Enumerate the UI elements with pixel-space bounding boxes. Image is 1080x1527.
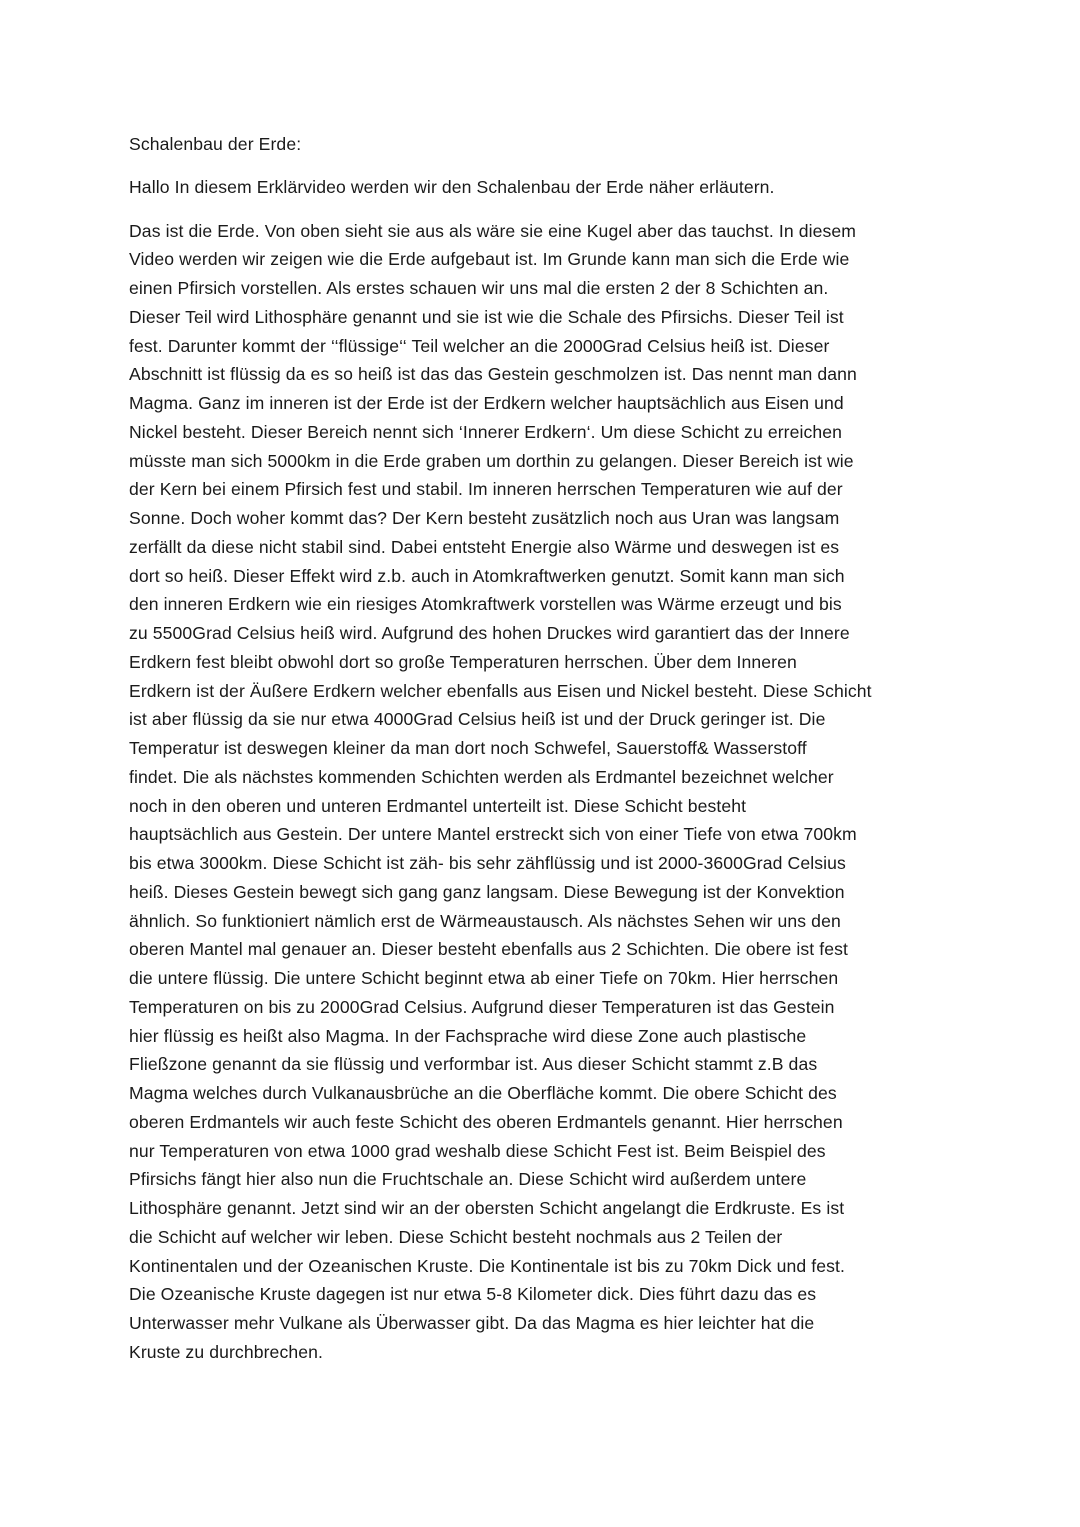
body-line: hauptsächlich aus Gestein. Der untere Mantel erstreckt sich von einer Tiefe von etwa 700km — [129, 824, 857, 845]
body-line: die untere flüssig. Die untere Schicht beginnt etwa ab einer Tiefe on 70km. Hier herrschen — [129, 968, 839, 988]
body-line: Fließzone genannt da sie flüssig und verformbar ist. Aus dieser Schicht stammt z.B das — [129, 1054, 818, 1075]
body-line: Magma welches durch Vulkanausbrüche an die Oberfläche kommt. Die obere Schicht des — [129, 1083, 837, 1103]
body-line: noch in den oberen und unteren Erdmantel unterteilt ist. Diese Schicht besteht — [129, 795, 747, 816]
body-line: Das ist die Erde. Von oben sieht sie aus als wäre sie eine Kugel aber das tauchst. In diesem — [129, 220, 857, 241]
body-line: den inneren Erdkern wie ein riesiges Atomkraftwerk vorstellen was Wärme erzeugt und bis — [129, 594, 842, 615]
body-line: zerfällt da diese nicht stabil sind. Dabei entsteht Energie also Wärme und deswegen ist es — [129, 536, 840, 557]
body-line: Erdkern ist der Äußere Erdkern welcher ebenfalls aus Eisen und Nickel besteht. Diese Schicht — [129, 680, 872, 701]
body-line: Dieser Teil wird Lithosphäre genannt und sie ist wie die Schale des Pfirsichs. Dieser Teil ist — [129, 306, 844, 327]
body-line: Pfirsichs fängt hier also nun die Fruchtschale an. Diese Schicht wird außerdem untere — [129, 1169, 807, 1190]
body-line: Kruste zu durchbrechen. — [129, 1341, 323, 1362]
body-line: heiß. Dieses Gestein bewegt sich gang ganz langsam. Diese Bewegung ist der Konvektion — [129, 881, 845, 902]
body-line: Kontinentalen und der Ozeanischen Kruste. Die Kontinentale ist bis zu 70km Dick und fest. — [129, 1255, 845, 1276]
body-line: müsste man sich 5000km in die Erde graben um dorthin zu gelangen. Dieser Bereich ist wie — [129, 450, 854, 471]
body-line: Sonne. Doch woher kommt das? Der Kern besteht zusätzlich noch aus Uran was langsam — [129, 508, 840, 528]
body-line: Magma. Ganz im inneren ist der Erde ist der Erdkern welcher hauptsächlich aus Eisen und — [129, 393, 844, 413]
body-line: der Kern bei einem Pfirsich fest und stabil. Im inneren herrschen Temperaturen wie auf der — [129, 479, 843, 500]
body-line: oberen Mantel mal genauer an. Dieser besteht ebenfalls aus 2 Schichten. Die obere ist fest — [129, 939, 849, 960]
body-line: bis etwa 3000km. Diese Schicht ist zäh- bis sehr zähflüssig und ist 2000-3600Grad Celsius — [129, 853, 846, 873]
body-line: findet. Die als nächstes kommenden Schichten werden als Erdmantel bezeichnet welcher — [129, 766, 834, 787]
body-line: nur Temperaturen von etwa 1000 grad weshalb diese Schicht Fest ist. Beim Beispiel des — [129, 1140, 826, 1161]
body-line: dort so heiß. Dieser Effekt wird z.b. auch in Atomkraftwerken genutzt. Somit kann man sich — [129, 565, 845, 586]
body-line: ist aber flüssig da sie nur etwa 4000Grad Celsius heiß ist und der Druck geringer ist. Die — [129, 709, 826, 730]
document-title: Schalenbau der Erde: — [129, 134, 302, 154]
body-line: Lithosphäre genannt. Jetzt sind wir an der obersten Schicht angelangt die Erdkruste. Es ist — [129, 1198, 845, 1218]
body-line: Unterwasser mehr Vulkane als Überwasser gibt. Da das Magma es hier leichter hat die — [129, 1313, 815, 1333]
body-line: oberen Erdmantels wir auch feste Schicht des oberen Erdmantels genannt. Hier herrschen — [129, 1111, 843, 1132]
body-line: Erdkern fest bleibt obwohl dort so große Temperaturen herrschen. Über dem Inneren — [129, 651, 797, 672]
body-line: zu 5500Grad Celsius heiß wird. Aufgrund des hohen Druckes wird garantiert das der Innere — [129, 623, 850, 643]
body-line: hier flüssig es heißt also Magma. In der Fachsprache wird diese Zone auch plastische — [129, 1025, 807, 1046]
body-line: Temperatur ist deswegen kleiner da man dort noch Schwefel, Sauerstoff& Wasserstoff — [129, 738, 807, 758]
body-line: Abschnitt ist flüssig da es so heiß ist das das Gestein geschmolzen ist. Das nennt man dann — [129, 364, 857, 385]
body-paragraph — [129, 217, 951, 1367]
body-line: die Schicht auf welcher wir leben. Diese Schicht besteht nochmals aus 2 Teilen der — [129, 1226, 783, 1247]
body-line: Die Ozeanische Kruste dagegen ist nur etwa 5-8 Kilometer dick. Dies führt dazu das es — [129, 1284, 817, 1305]
body-line: Video werden wir zeigen wie die Erde aufgebaut ist. Im Grunde kann man sich die Erde wie — [129, 249, 850, 270]
body-line: Temperaturen on bis zu 2000Grad Celsius. Aufgrund dieser Temperaturen ist das Gestein — [129, 996, 835, 1017]
body-line: ähnlich. So funktioniert nämlich erst de Wärmeaustausch. Als nächstes Sehen wir uns den — [129, 910, 841, 931]
body-line: einen Pfirsich vorstellen. Als erstes schauen wir uns mal die ersten 2 der 8 Schichten an. — [129, 278, 829, 298]
document-content — [129, 130, 951, 1367]
body-line: fest. Darunter kommt der ‘‘flüssige‘‘ Teil welcher an die 2000Grad Celsius heiß ist. Dieser — [129, 335, 830, 356]
body-line: Nickel besteht. Dieser Bereich nennt sich ‘Innerer Erdkern‘. Um diese Schicht zu erreichen — [129, 421, 843, 442]
intro-paragraph: Hallo In diesem Erklärvideo werden wir den Schalenbau der Erde näher erläutern. — [129, 176, 775, 197]
